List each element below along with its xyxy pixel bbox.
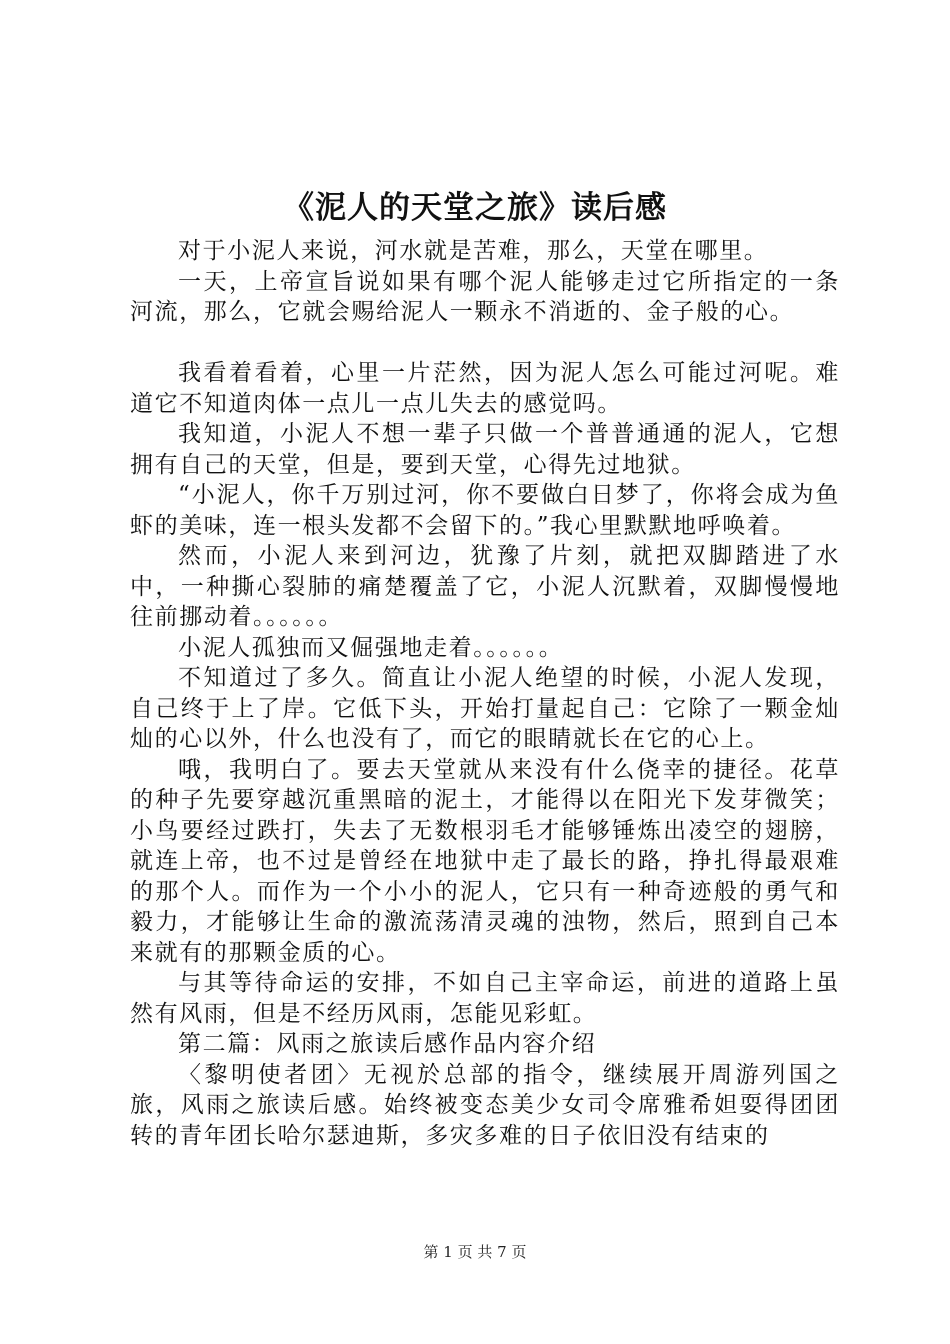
paragraph-9: 哦，我明白了。要去天堂就从来没有什么侥幸的捷径。花草的种子先要穿越沉重黑暗的泥土，才能得以在阳光下发芽微笑；小鸟要经过跌打，失去了无数根羽毛才能够锤炼出凌空的翅膀，就连上帝，也不过是曾经在地狱中走了最长的路，挣扎得最艰难的那个人。而作为一个小小的泥人，它只有一种奇迹般的勇气和毅力，才能够让生命的激流荡清灵魂的浊物，然后，照到自己本来就有的那颗金质的心。 [130, 756, 840, 966]
paragraph-12: 〈黎明使者团〉无视於总部的指令，继续展开周游列国之旅，风雨之旅读后感。始终被变态美少女司令席雅希妲耍得团团转的青年团长哈尔瑟迪斯，多灾多难的日子依旧没有结束的 [130, 1061, 840, 1149]
paragraph-8: 不知道过了多久。简直让小泥人绝望的时候，小泥人发现，自己终于上了岸。它低下头，开始打量起自己：它除了一颗金灿灿的心以外，什么也没有了，而它的眼睛就长在它的心上。 [130, 665, 840, 752]
paragraph-5: “小泥人，你千万别过河，你不要做白日梦了，你将会成为鱼虾的美味，连一根头发都不会留下的。”我心里默默地呼唤着。 [130, 482, 840, 539]
blank-line [130, 328, 840, 359]
paragraph-3: 我看着看着，心里一片茫然，因为泥人怎么可能过河呢。难道它不知道肉体一点儿一点儿失去的感觉吗。 [130, 360, 840, 417]
document-body [130, 236, 840, 1151]
paragraph-1: 对于小泥人来说，河水就是苦难，那么，天堂在哪里。 [178, 238, 769, 264]
paragraph-4: 我知道，小泥人不想一辈子只做一个普普通通的泥人，它想拥有自己的天堂，但是，要到天堂，心得先过地狱。 [130, 421, 840, 478]
paragraph-2: 一天，上帝宣旨说如果有哪个泥人能够走过它所指定的一条河流，那么，它就会赐给泥人一颗永不消逝的、金子般的心。 [130, 268, 840, 325]
paragraph-10: 与其等待命运的安排，不如自己主宰命运，前进的道路上虽然有风雨，但是不经历风雨，怎能见彩虹。 [130, 970, 840, 1027]
page-number-footer: 第 1 页 共 7 页 [423, 1243, 527, 1261]
paragraph-6: 然而，小泥人来到河边，犹豫了片刻，就把双脚踏进了水中，一种撕心裂肺的痛楚覆盖了它，小泥人沉默着，双脚慢慢地往前挪动着。。。。。。 [130, 543, 840, 630]
paragraph-7: 小泥人孤独而又倔强地走着。。。。。。 [178, 634, 564, 661]
document-title: 《泥人的天堂之旅》读后感 [283, 190, 667, 226]
section-heading-part-two: 第二篇：风雨之旅读后感作品内容介绍 [178, 1031, 597, 1057]
